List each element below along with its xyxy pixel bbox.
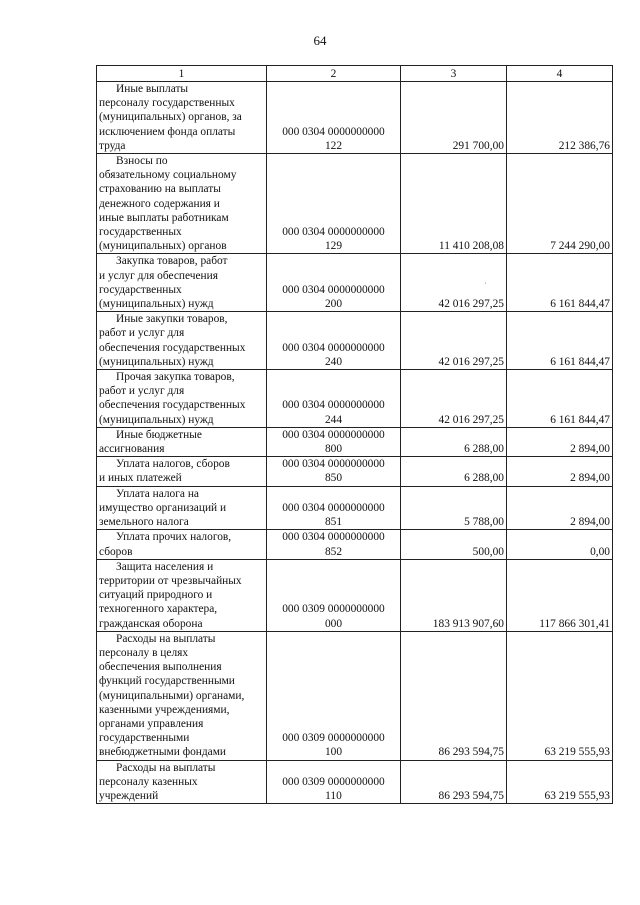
budget-code-line: 852 — [324, 545, 343, 558]
expense-name-line: ситуаций природного и — [99, 589, 213, 602]
planned-amount-cell: 500,00 — [401, 530, 507, 559]
expense-name-line: и услуг для обеспечения — [99, 269, 218, 282]
budget-table — [96, 65, 613, 804]
expense-name-line: и иных платежей — [99, 472, 182, 485]
budget-code-line: 800 — [324, 443, 343, 456]
table-row — [97, 559, 613, 631]
expense-name-line: ассигнования — [99, 443, 165, 456]
budget-code-cell — [267, 370, 401, 428]
executed-amount-cell: 63 219 555,93 — [507, 760, 613, 804]
table-body — [97, 82, 613, 804]
budget-code-line: 000 0304 0000000000 — [282, 125, 385, 138]
expense-name-cell — [97, 370, 267, 428]
budget-code-line: 851 — [324, 516, 343, 529]
table-row — [97, 631, 613, 760]
executed-amount-cell: 63 219 555,93 — [507, 631, 613, 760]
budget-code-line: 000 0304 0000000000 — [282, 283, 385, 296]
budget-code-cell — [267, 760, 401, 804]
planned-amount-cell: 42 016 297,25 — [401, 312, 507, 370]
expense-name-line: обеспечения выполнения — [99, 661, 222, 674]
expense-name-cell — [97, 631, 267, 760]
expense-name-cell — [97, 486, 267, 530]
expense-name-line: (муниципальными) органами, — [99, 689, 245, 702]
budget-code-line: 122 — [324, 139, 343, 152]
budget-code-line: 000 0309 0000000000 — [282, 775, 385, 788]
table-row — [97, 457, 613, 486]
budget-code-cell — [267, 530, 401, 559]
expense-name-line: учреждений — [99, 789, 159, 802]
budget-code-line: 110 — [325, 789, 342, 802]
column-header-2: 2 — [267, 66, 401, 82]
planned-amount-cell: 183 913 907,60 — [401, 559, 507, 631]
planned-amount-cell: 86 293 594,75 — [401, 631, 507, 760]
expense-name-line: иные выплаты работникам — [99, 211, 229, 224]
expense-name-line: труда — [99, 139, 126, 152]
budget-code-line: 244 — [324, 413, 343, 426]
expense-name-line: Закупка товаров, работ — [116, 255, 228, 268]
budget-code-line: 000 0309 0000000000 — [282, 603, 385, 616]
executed-amount-cell: 2 894,00 — [507, 486, 613, 530]
planned-amount-cell: 6 288,00 — [401, 457, 507, 486]
page-number: 64 — [313, 33, 327, 48]
budget-code-line: 000 0304 0000000000 — [282, 226, 385, 239]
planned-amount-cell: 6 288,00 — [401, 427, 507, 456]
expense-name-cell — [97, 427, 267, 456]
executed-amount-cell: 2 894,00 — [507, 427, 613, 456]
planned-amount-cell: 5 788,00 — [401, 486, 507, 530]
expense-name-line: государственных — [99, 226, 182, 239]
budget-code-line: 100 — [324, 746, 343, 759]
expense-name-line: сборов — [99, 545, 133, 558]
executed-amount-cell: 6 161 844,47 — [507, 312, 613, 370]
expense-name-line: внебюджетными фондами — [99, 746, 227, 759]
expense-name-line: работ и услуг для — [99, 385, 185, 398]
expense-name-cell — [97, 530, 267, 559]
expense-name-line: Прочая закупка товаров, — [116, 371, 235, 384]
expense-name-cell — [97, 559, 267, 631]
table-row — [97, 530, 613, 559]
expense-name-line: Уплата налогов, сборов — [116, 458, 230, 471]
budget-code-line: 000 0304 0000000000 — [282, 501, 385, 514]
expense-name-line: Взносы по — [116, 155, 168, 168]
budget-code-cell — [267, 312, 401, 370]
executed-amount-cell: 6 161 844,47 — [507, 254, 613, 312]
planned-amount-cell: 42 016 297,25 — [401, 370, 507, 428]
expense-name-line: гражданская оборона — [99, 617, 203, 630]
expense-name-line: страхованию на выплаты — [99, 183, 221, 196]
expense-name-line: обеспечения государственных — [99, 341, 246, 354]
table-row — [97, 370, 613, 428]
budget-code-cell — [267, 82, 401, 154]
planned-amount-cell: 42 016 297,25 — [401, 254, 507, 312]
budget-code-line: 000 0309 0000000000 — [282, 732, 385, 745]
executed-amount-cell: 117 866 301,41 — [507, 559, 613, 631]
table-header-row — [97, 66, 613, 82]
executed-amount-cell: 212 386,76 — [507, 82, 613, 154]
expense-name-line: обеспечения государственных — [99, 399, 246, 412]
executed-amount-cell: 2 894,00 — [507, 457, 613, 486]
budget-code-line: 240 — [324, 355, 343, 368]
expense-name-line: Уплата налога на — [116, 487, 199, 500]
expense-name-line: персоналу в целях — [99, 646, 189, 659]
executed-amount-cell: 0,00 — [507, 530, 613, 559]
executed-amount-cell: 7 244 290,00 — [507, 154, 613, 254]
table-row — [97, 427, 613, 456]
expense-name-line: денежного содержания и — [99, 197, 220, 210]
table-row — [97, 760, 613, 804]
budget-code-cell — [267, 154, 401, 254]
budget-code-cell — [267, 254, 401, 312]
expense-name-line: техногенного характера, — [99, 603, 218, 616]
expense-name-cell — [97, 82, 267, 154]
budget-code-line: 129 — [324, 240, 343, 253]
budget-code-cell — [267, 631, 401, 760]
expense-name-line: Защита населения и — [116, 560, 214, 573]
expense-name-line: территории от чрезвычайных — [99, 574, 242, 587]
table-row — [97, 154, 613, 254]
budget-code-line: 000 0304 0000000000 — [282, 458, 385, 471]
expense-name-line: казенными учреждениями, — [99, 703, 230, 716]
expense-name-line: Иные выплаты — [116, 83, 189, 95]
budget-code-cell — [267, 486, 401, 530]
budget-code-line: 000 0304 0000000000 — [282, 341, 385, 354]
expense-name-line: органами управления — [99, 717, 204, 730]
expense-name-line: Иные бюджетные — [116, 428, 202, 441]
planned-amount-cell: 86 293 594,75 — [401, 760, 507, 804]
expense-name-line: (муниципальных) нужд — [99, 413, 214, 426]
expense-name-line: имущество организаций и — [99, 501, 227, 514]
expense-name-cell — [97, 254, 267, 312]
expense-name-line: (муниципальных) органов, за — [99, 111, 242, 124]
table-row — [97, 254, 613, 312]
budget-code-line: 000 0304 0000000000 — [282, 428, 385, 441]
expense-name-line: исключением фонда оплаты — [99, 125, 236, 138]
expense-name-line: обязательному социальному — [99, 169, 237, 182]
budget-code-cell — [267, 427, 401, 456]
column-header-4: 4 — [507, 66, 613, 82]
expense-name-line: Расходы на выплаты — [116, 632, 216, 645]
table-row — [97, 486, 613, 530]
expense-name-line: государственных — [99, 283, 182, 296]
expense-name-line: земельного налога — [99, 516, 189, 529]
table-row — [97, 312, 613, 370]
planned-amount-cell: 11 410 208,08 — [401, 154, 507, 254]
column-header-1: 1 — [97, 66, 267, 82]
planned-amount-cell: 291 700,00 — [401, 82, 507, 154]
budget-code-line: 000 0304 0000000000 — [282, 399, 385, 412]
expense-name-line: функций государственными — [99, 675, 235, 688]
table-row — [97, 82, 613, 154]
expense-name-line: Уплата прочих налогов, — [116, 531, 232, 544]
expense-name-cell — [97, 154, 267, 254]
executed-amount-cell: 6 161 844,47 — [507, 370, 613, 428]
expense-name-line: персоналу государственных — [99, 97, 235, 110]
expense-name-line: работ и услуг для — [99, 327, 185, 340]
budget-code-line: 850 — [324, 472, 343, 485]
expense-name-line: государственными — [99, 732, 190, 745]
expense-name-line: персоналу казенных — [99, 775, 198, 788]
expense-name-line: (муниципальных) органов — [99, 240, 227, 253]
expense-name-line: (муниципальных) нужд — [99, 298, 214, 311]
expense-name-cell — [97, 312, 267, 370]
expense-name-line: (муниципальных) нужд — [99, 355, 214, 368]
expense-name-cell — [97, 760, 267, 804]
budget-code-line: 200 — [324, 298, 343, 311]
budget-code-cell — [267, 457, 401, 486]
expense-name-line: Расходы на выплаты — [116, 761, 216, 774]
expense-name-cell — [97, 457, 267, 486]
budget-code-cell — [267, 559, 401, 631]
scan-mark: · — [484, 279, 487, 288]
column-header-3: 3 — [401, 66, 507, 82]
expense-name-line: Иные закупки товаров, — [116, 313, 228, 326]
budget-code-line: 000 — [324, 617, 343, 630]
budget-code-line: 000 0304 0000000000 — [282, 531, 385, 544]
